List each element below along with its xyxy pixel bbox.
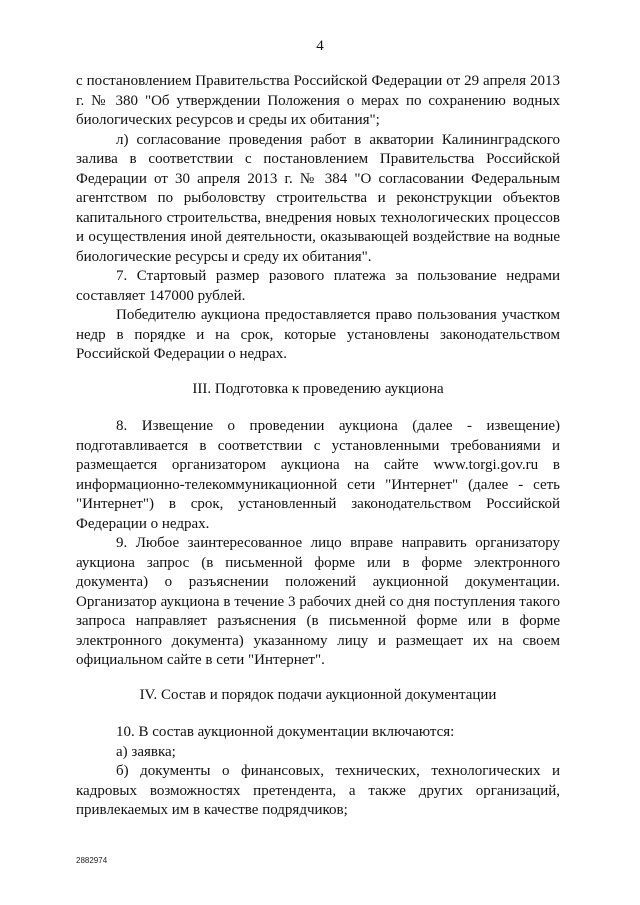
paragraph-item-10a: а) заявка; [116, 743, 176, 760]
paragraph-item-9: 9. Любое заинтересованное лицо вправе направить организатору аукциона запрос (в письменной форме или в форме электронного документа) о разъяснении положений аукционной документации. Организатор аукциона в течение 3 рабочих дней со дня поступления такого запроса направляет разъяснения (в письменной форме или в форме электронного документа) указанному лицу и размещает их на своем официальном сайте в сети "Интернет". [76, 535, 560, 668]
paragraph-continuation: с постановлением Правительства Российской Федерации от 29 апреля 2013 г. № 380 "Об утверждении Положения о мерах по сохранению водных биологических ресурсов и среды их обитания"; [76, 73, 560, 128]
paragraph-item-10: 10. В состав аукционной документации включаются: [116, 724, 455, 740]
document-code: 2882974 [76, 856, 108, 865]
paragraph-item-10b: б) документы о финансовых, технических, технологических и кадровых возможностях претендента, а также других организаций, привлекаемых им в качестве подрядчиков; [76, 763, 560, 818]
paragraph-item-l: л) согласование проведения работ в акватории Калининградского залива в соответствии с постановлением Правительства Российской Федерации от 30 апреля 2013 г. № 384 "О согласовании Федеральным агентством по рыболовству строительства и реконструкции объектов капитального строительства, внедрения новых технологических процессов и осуществления иной деятельности, оказывающей воздействие на водные биологические ресурсы и среду их обитания". [76, 131, 560, 265]
section-heading-3: III. Подготовка к проведению аукциона [192, 380, 444, 397]
section-heading-4: IV. Состав и порядок подачи аукционной документации [139, 686, 497, 703]
paragraph-item-8: 8. Извещение о проведении аукциона (далее - извещение) подготавливается в соответствии с установленными требованиями и размещается организатором аукциона на сайте www.torgi.gov.ru в информационно-телекоммуникационной сети "Интернет" (далее - сеть "Интернет") в срок, установленный законодательством Российской Федерации о недрах. [76, 418, 560, 532]
paragraph-winner: Победителю аукциона предоставляется право пользования участком недр в порядке и на срок, которые установлены законодательством Российской Федерации о недрах. [76, 307, 560, 362]
paragraph-item-7: 7. Стартовый размер разового платежа за пользование недрами составляет 147000 рублей. [76, 268, 560, 304]
page-number: 4 [316, 38, 324, 54]
document-body [76, 72, 560, 821]
